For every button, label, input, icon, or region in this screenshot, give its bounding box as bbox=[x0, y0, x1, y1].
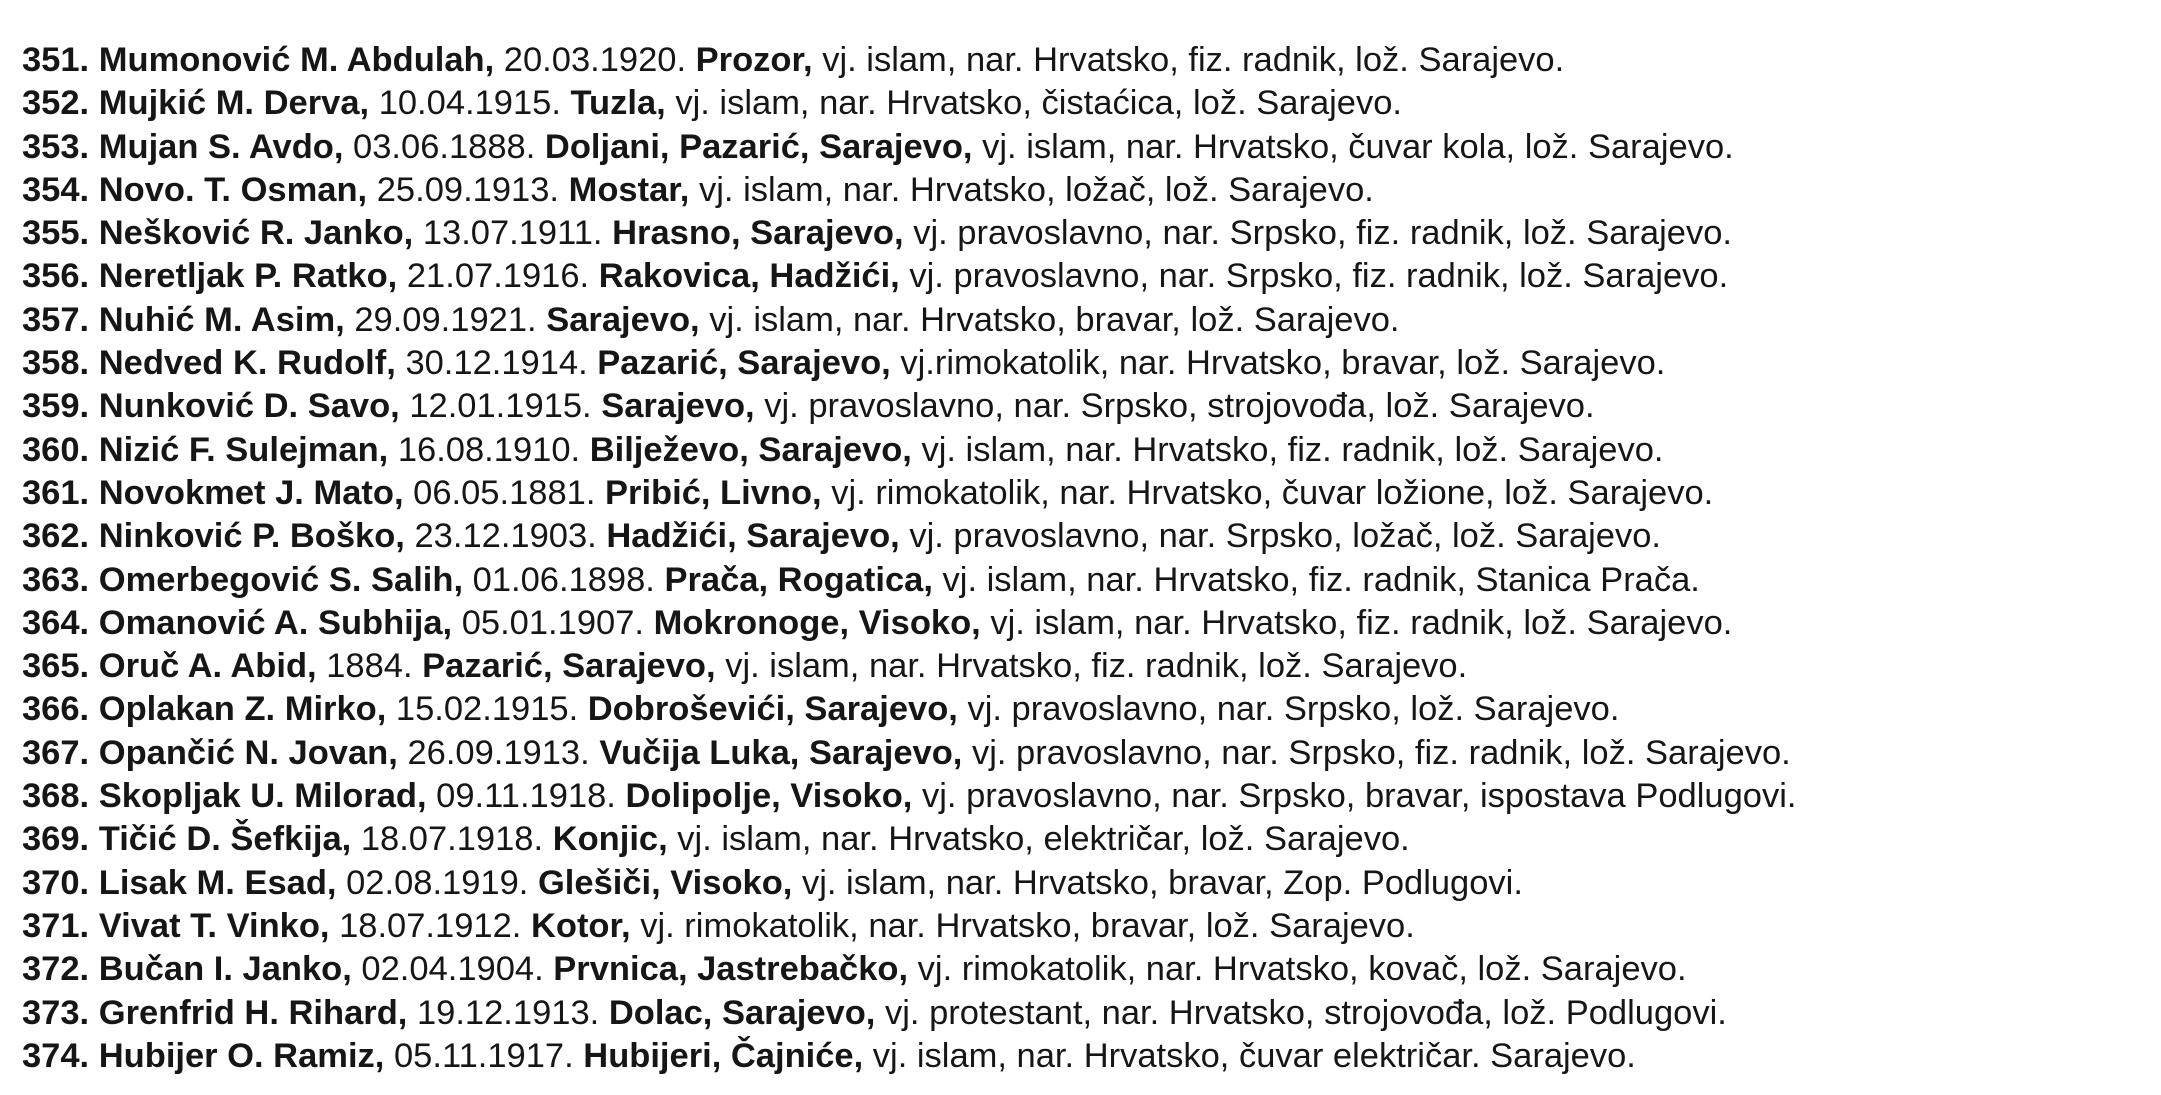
entry-name: Mumonović M. Abdulah, bbox=[98, 41, 495, 79]
entry-details: vj. pravoslavno, nar. Srpsko, lož. Sarajevo. bbox=[967, 690, 1620, 729]
list-item bbox=[22, 818, 1796, 861]
entry-place: Dobroševići, Sarajevo, bbox=[587, 690, 958, 729]
entry-details: vj. islam, nar. Hrvatsko, čuvar električar. Sarajevo. bbox=[872, 1036, 1636, 1075]
entry-date: 01.06.1898. bbox=[472, 560, 655, 599]
list-item bbox=[22, 39, 1796, 82]
entry-number: 367. bbox=[22, 733, 90, 772]
entry-number: 371. bbox=[22, 906, 90, 945]
entry-number: 363. bbox=[22, 560, 90, 599]
entry-date: 25.09.1913. bbox=[376, 170, 559, 209]
entry-place: Hrasno, Sarajevo, bbox=[612, 214, 904, 253]
entry-name: Novo. T. Osman, bbox=[98, 170, 368, 209]
entry-number: 364. bbox=[22, 603, 90, 642]
entry-number: 358. bbox=[22, 344, 90, 383]
entry-place: Hubijeri, Čajniće, bbox=[583, 1036, 864, 1075]
entry-place: Mokronoge, Visoko, bbox=[653, 603, 981, 642]
list-item bbox=[22, 948, 1796, 991]
entry-details: vj. pravoslavno, nar. Srpsko, fiz. radnik, lož. Sarajevo. bbox=[909, 257, 1729, 296]
entry-date: 1884. bbox=[326, 647, 413, 686]
entry-details: vj. islam, nar. Hrvatsko, fiz. radnik, Stanica Prača. bbox=[942, 560, 1700, 599]
list-item bbox=[22, 126, 1796, 169]
entry-name: Nuhić M. Asim, bbox=[98, 300, 345, 339]
list-item bbox=[22, 255, 1796, 298]
list-item bbox=[22, 992, 1796, 1035]
list-item bbox=[22, 429, 1796, 472]
entry-details: vj. pravoslavno, nar. Srpsko, fiz. radnik, lož. Sarajevo. bbox=[971, 733, 1791, 772]
entry-place: Sarajevo, bbox=[546, 300, 700, 339]
entry-date: 26.09.1913. bbox=[407, 733, 590, 772]
entry-name: Mujkić M. Derva, bbox=[98, 84, 370, 123]
list-item bbox=[22, 732, 1796, 775]
entry-name: Vivat T. Vinko, bbox=[98, 906, 330, 945]
list-item bbox=[22, 342, 1796, 385]
list-item bbox=[22, 1035, 1796, 1078]
entry-details: vj. islam, nar. Hrvatsko, bravar, lož. Sarajevo. bbox=[709, 300, 1400, 339]
entry-details: vj. pravoslavno, nar. Srpsko, strojovođa, lož. Sarajevo. bbox=[764, 387, 1595, 426]
entry-number: 365. bbox=[22, 647, 90, 686]
entry-number: 356. bbox=[22, 257, 90, 296]
entry-date: 29.09.1921. bbox=[354, 300, 537, 339]
entry-number: 373. bbox=[22, 993, 90, 1032]
entry-number: 359. bbox=[22, 387, 90, 426]
list-item bbox=[22, 775, 1796, 818]
entry-date: 13.07.1911. bbox=[422, 214, 603, 253]
entry-number: 370. bbox=[22, 863, 90, 902]
list-item bbox=[22, 212, 1796, 255]
entry-number: 357. bbox=[22, 300, 90, 339]
entry-number: 355. bbox=[22, 214, 90, 253]
entry-date: 02.04.1904. bbox=[361, 950, 544, 989]
entry-number: 374. bbox=[22, 1036, 90, 1075]
entry-name: Omanović A. Subhija, bbox=[98, 603, 453, 642]
entry-place: Konjic, bbox=[552, 820, 668, 859]
entry-number: 366. bbox=[22, 690, 90, 729]
entry-details: vj. islam, nar. Hrvatsko, fiz. radnik, lož. Sarajevo. bbox=[725, 647, 1468, 686]
entry-name: Nešković R. Janko, bbox=[98, 214, 414, 253]
entry-place: Pazarić, Sarajevo, bbox=[422, 647, 716, 686]
entry-date: 20.03.1920. bbox=[503, 41, 687, 79]
entry-date: 23.12.1903. bbox=[414, 517, 597, 556]
entry-name: Oruč A. Abid, bbox=[98, 647, 317, 686]
entry-date: 02.08.1919. bbox=[346, 863, 529, 902]
entry-details: vj. islam, nar. Hrvatsko, fiz. radnik, lož. Sarajevo. bbox=[921, 430, 1664, 469]
entry-date: 05.11.1917. bbox=[393, 1036, 574, 1075]
entry-place: Prača, Rogatica, bbox=[664, 560, 933, 599]
list-item bbox=[22, 169, 1796, 212]
entry-details: vj. islam, nar. Hrvatsko, čistaćica, lož. Sarajevo. bbox=[675, 84, 1402, 123]
entry-name: Lisak M. Esad, bbox=[98, 863, 337, 902]
entry-date: 18.07.1918. bbox=[360, 820, 544, 859]
entry-name: Neretljak P. Ratko, bbox=[98, 257, 398, 296]
entry-details: vj. protestant, nar. Hrvatsko, strojovođa, lož. Podlugovi. bbox=[884, 993, 1727, 1032]
entry-details: vj. islam, nar. Hrvatsko, čuvar kola, lož. Sarajevo. bbox=[982, 127, 1734, 166]
entry-place: Sarajevo, bbox=[601, 387, 755, 426]
entry-date: 12.01.1915. bbox=[409, 387, 592, 426]
entry-number: 360. bbox=[22, 430, 90, 469]
entry-number: 354. bbox=[22, 170, 90, 209]
entry-details: vj. rimokatolik, nar. Hrvatsko, kovač, lož. Sarajevo. bbox=[917, 950, 1687, 989]
entry-details: vj. pravoslavno, nar. Srpsko, ložač, lož. Sarajevo. bbox=[909, 517, 1662, 556]
entry-name: Skopljak U. Milorad, bbox=[98, 777, 427, 816]
entry-details: vj. pravoslavno, nar. Srpsko, bravar, ispostava Podlugovi. bbox=[921, 777, 1797, 816]
entry-place: Dolipolje, Visoko, bbox=[625, 777, 913, 816]
entry-place: Prozor, bbox=[695, 41, 813, 79]
entry-name: Tičić D. Šefkija, bbox=[98, 820, 352, 859]
entry-place: Glešiči, Visoko, bbox=[537, 863, 793, 902]
entry-number: 372. bbox=[22, 950, 90, 989]
entry-name: Omerbegović S. Salih, bbox=[98, 560, 464, 599]
entry-place: Doljani, Pazarić, Sarajevo, bbox=[544, 127, 973, 166]
entry-name: Hubijer O. Ramiz, bbox=[98, 1036, 385, 1075]
entry-date: 21.07.1916. bbox=[406, 257, 590, 296]
entry-details: vj. islam, nar. Hrvatsko, fiz. radnik, lož. Sarajevo. bbox=[990, 603, 1733, 642]
entry-place: Dolac, Sarajevo, bbox=[608, 993, 876, 1032]
entry-place: Tuzla, bbox=[570, 84, 666, 123]
list-item bbox=[22, 472, 1796, 515]
entry-date: 15.02.1915. bbox=[395, 690, 579, 729]
list-item bbox=[22, 515, 1796, 558]
entry-place: Prvnica, Jastrebačko, bbox=[553, 950, 909, 989]
list-item bbox=[22, 82, 1796, 125]
entry-date: 09.11.1918. bbox=[436, 777, 616, 816]
entry-place: Pazarić, Sarajevo, bbox=[597, 344, 891, 383]
entry-name: Mujan S. Avdo, bbox=[98, 127, 344, 166]
entry-place: Mostar, bbox=[568, 170, 690, 209]
entry-name: Novokmet J. Mato, bbox=[98, 473, 404, 512]
entry-details: vj.rimokatolik, nar. Hrvatsko, bravar, lož. Sarajevo. bbox=[900, 344, 1666, 383]
entry-details: vj. rimokatolik, nar. Hrvatsko, čuvar ložione, lož. Sarajevo. bbox=[831, 473, 1714, 512]
entry-date: 16.08.1910. bbox=[397, 430, 581, 469]
entry-place: Vučija Luka, Sarajevo, bbox=[599, 733, 963, 772]
entry-date: 03.06.1888. bbox=[353, 127, 536, 166]
entry-name: Grenfrid H. Rihard, bbox=[98, 993, 408, 1032]
entry-date: 18.07.1912. bbox=[339, 906, 522, 945]
entry-place: Hadžići, Sarajevo, bbox=[606, 517, 900, 556]
entry-date: 06.05.1881. bbox=[413, 473, 596, 512]
list-item bbox=[22, 862, 1796, 905]
entry-number: 368. bbox=[22, 777, 90, 816]
entry-number: 362. bbox=[22, 517, 90, 556]
entry-details: vj. islam, nar. Hrvatsko, električar, lož. Sarajevo. bbox=[677, 820, 1410, 859]
entry-details: vj. pravoslavno, nar. Srpsko, fiz. radnik, lož. Sarajevo. bbox=[913, 214, 1732, 253]
list-item bbox=[22, 602, 1796, 645]
entry-date: 30.12.1914. bbox=[405, 344, 588, 383]
entry-name: Nedved K. Rudolf, bbox=[98, 344, 396, 383]
list-item bbox=[22, 645, 1796, 688]
entry-details: vj. islam, nar. Hrvatsko, fiz. radnik, lož. Sarajevo. bbox=[822, 41, 1565, 79]
entry-name: Oplakan Z. Mirko, bbox=[98, 690, 387, 729]
entry-name: Opančić N. Jovan, bbox=[98, 733, 398, 772]
entry-details: vj. rimokatolik, nar. Hrvatsko, bravar, lož. Sarajevo. bbox=[640, 906, 1415, 945]
list-item bbox=[22, 299, 1796, 342]
entry-details: vj. islam, nar. Hrvatsko, ložač, lož. Sarajevo. bbox=[698, 170, 1374, 209]
entry-date: 10.04.1915. bbox=[378, 84, 561, 123]
entry-name: Ninković P. Boško, bbox=[98, 517, 405, 556]
entry-place: Pribić, Livno, bbox=[605, 473, 822, 512]
list-item bbox=[22, 385, 1796, 428]
list-item bbox=[22, 688, 1796, 731]
entry-number: 369. bbox=[22, 820, 90, 859]
entry-place: Bilježevo, Sarajevo, bbox=[589, 430, 912, 469]
entry-date: 05.01.1907. bbox=[461, 603, 644, 642]
entry-date: 19.12.1913. bbox=[416, 993, 600, 1032]
entry-name: Nunković D. Savo, bbox=[98, 387, 400, 426]
entry-list bbox=[22, 39, 1796, 1078]
entry-number: 361. bbox=[22, 473, 90, 512]
entry-number: 353. bbox=[22, 127, 90, 166]
entry-name: Bučan I. Janko, bbox=[98, 950, 352, 989]
entry-place: Rakovica, Hadžići, bbox=[598, 257, 900, 296]
entry-details: vj. islam, nar. Hrvatsko, bravar, Zop. Podlugovi. bbox=[801, 863, 1523, 902]
entry-number: 351. bbox=[22, 41, 90, 79]
entry-place: Kotor, bbox=[530, 906, 631, 945]
list-item bbox=[22, 559, 1796, 602]
entry-name: Nizić F. Sulejman, bbox=[98, 430, 389, 469]
list-item bbox=[22, 905, 1796, 948]
entry-number: 352. bbox=[22, 84, 90, 123]
